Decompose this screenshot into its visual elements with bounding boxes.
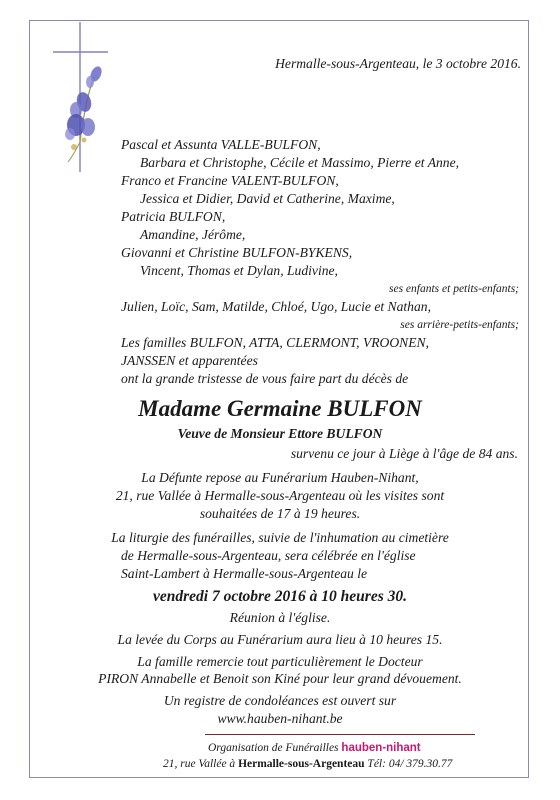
body-line: La Défunte repose au Funérarium Hauben-Nihant, [141,470,419,485]
family-line: ont la grande tristesse de vous faire part du décès de [121,371,409,386]
brand-logo: hauben-nihant [341,742,421,754]
body-line: PIRON Annabelle et Benoit son Kiné pour leur grand dévouement. [98,671,462,686]
family-line: Vincent, Thomas et Dylan, Ludivine, [140,263,338,278]
family-line: Franco et Francine VALENT-BULFON, [121,173,339,188]
body-line: La liturgie des funérailles, suivie de l'inhumation au cimetière [111,530,449,545]
family-line: Les familles BULFON, ATTA, CLERMONT, VROONEN, [121,335,430,350]
separator [205,734,475,735]
family-line: Amandine, Jérôme, [140,227,246,242]
family-relation: ses arrière-petits-enfants; [400,319,519,331]
family-line: JANSSEN et apparentées [121,353,258,368]
body-line: Saint-Lambert à Hermalle-sous-Argenteau le [121,566,368,581]
body-line: La levée du Corps au Funérarium aura lieu à 10 heures 15. [117,632,443,647]
website-link[interactable]: www.hauben-nihant.be [217,711,343,726]
family-line: Giovanni et Christine BULFON-BYKENS, [121,245,353,260]
death-notice: survenu ce jour à Liège à l'âge de 84 ans. [290,446,518,461]
footer-org [208,740,421,756]
body-line: Réunion à l'église. [229,610,331,625]
family-line: Julien, Loïc, Sam, Matilde, Chloé, Ugo, Lucie et Nathan, [121,299,431,314]
body-line: souhaitées de 17 à 19 heures. [199,506,361,521]
footer-address [163,756,452,772]
body-line: 21, rue Vallée à Hermalle-sous-Argenteau où les visites sont [115,488,445,503]
family-line: Barbara et Christophe, Cécile et Massimo, Pierre et Anne, [140,155,460,170]
body-line: de Hermalle-sous-Argenteau, sera célébrée en l'église [121,548,416,563]
body-line: La famille remercie tout particulièrement le Docteur [137,654,423,669]
body-line: Un registre de condoléances est ouvert sur [163,693,397,708]
footer-org-label: Organisation de Funérailles [208,742,339,754]
place-date: Hermalle-sous-Argenteau, le 3 octobre 2016. [275,56,521,71]
footer-address-town: Hermalle-sous-Argenteau [238,758,365,770]
family-line: Pascal et Assunta VALLE-BULFON, [121,137,321,152]
cross-with-flowers-icon [50,22,120,172]
family-line: Patricia BULFON, [121,209,226,224]
family-line: Jessica et Didier, David et Catherine, Maxime, [140,191,395,206]
deceased-name: Madame Germaine BULFON [138,396,422,421]
footer-address-prefix: 21, rue Vallée à [163,758,236,770]
widow-of: Veuve de Monsieur Ettore BULFON [177,426,383,441]
funeral-datetime: vendredi 7 octobre 2016 à 10 heures 30. [152,588,407,605]
family-relation: ses enfants et petits-enfants; [389,283,519,295]
footer-phone: Tél: 04/ 379.30.77 [367,758,453,770]
